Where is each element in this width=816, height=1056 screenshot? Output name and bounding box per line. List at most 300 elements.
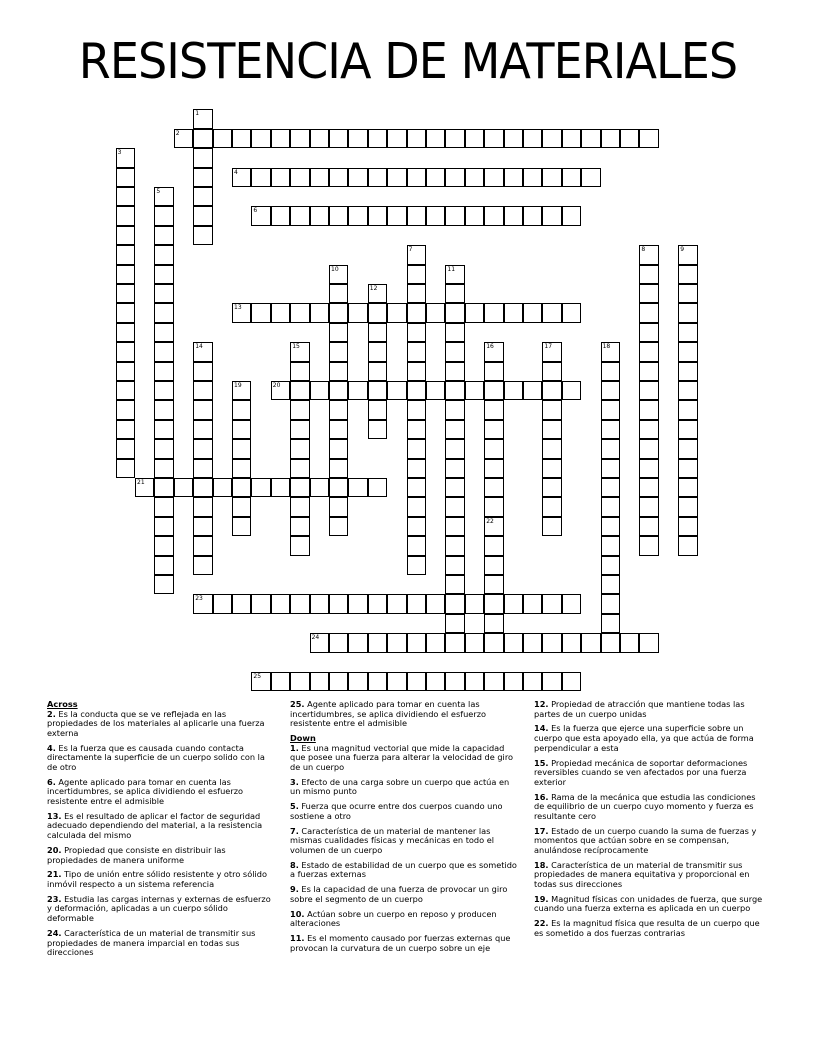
grid-cell[interactable] (542, 206, 561, 225)
grid-cell[interactable] (639, 478, 658, 497)
grid-cell[interactable] (232, 168, 251, 187)
grid-cell[interactable] (329, 265, 348, 284)
grid-cell[interactable] (116, 284, 135, 303)
grid-cell[interactable] (310, 478, 329, 497)
grid-cell[interactable] (601, 362, 620, 381)
grid-cell[interactable] (368, 206, 387, 225)
grid-cell[interactable] (542, 672, 561, 691)
grid-cell[interactable] (232, 129, 251, 148)
grid-cell[interactable] (290, 129, 309, 148)
grid-cell[interactable] (426, 303, 445, 322)
grid-cell[interactable] (368, 129, 387, 148)
grid-cell[interactable] (678, 381, 697, 400)
grid-cell[interactable] (348, 478, 367, 497)
grid-cell[interactable] (639, 459, 658, 478)
grid-cell[interactable] (407, 245, 426, 264)
grid-cell[interactable] (620, 633, 639, 652)
grid-cell[interactable] (504, 206, 523, 225)
grid-cell[interactable] (154, 497, 173, 516)
grid-cell[interactable] (329, 517, 348, 536)
grid-cell[interactable] (484, 517, 503, 536)
grid-cell[interactable] (542, 129, 561, 148)
grid-cell[interactable] (271, 478, 290, 497)
grid-cell[interactable] (426, 672, 445, 691)
grid-cell[interactable] (407, 342, 426, 361)
grid-cell[interactable] (329, 129, 348, 148)
grid-cell[interactable] (368, 400, 387, 419)
grid-cell[interactable] (193, 168, 212, 187)
grid-cell[interactable] (290, 439, 309, 458)
grid-cell[interactable] (116, 439, 135, 458)
grid-cell[interactable] (601, 420, 620, 439)
grid-cell[interactable] (542, 478, 561, 497)
grid-cell[interactable] (484, 633, 503, 652)
grid-cell[interactable] (154, 187, 173, 206)
grid-cell[interactable] (348, 672, 367, 691)
grid-cell[interactable] (542, 381, 561, 400)
grid-cell[interactable] (639, 284, 658, 303)
grid-cell[interactable] (329, 381, 348, 400)
grid-cell[interactable] (678, 284, 697, 303)
grid-cell[interactable] (193, 362, 212, 381)
grid-cell[interactable] (232, 517, 251, 536)
grid-cell[interactable] (639, 129, 658, 148)
grid-cell[interactable] (601, 575, 620, 594)
grid-cell[interactable] (348, 129, 367, 148)
grid-cell[interactable] (329, 633, 348, 652)
grid-cell[interactable] (639, 536, 658, 555)
grid-cell[interactable] (193, 381, 212, 400)
grid-cell[interactable] (445, 517, 464, 536)
grid-cell[interactable] (407, 556, 426, 575)
grid-cell[interactable] (542, 420, 561, 439)
grid-cell[interactable] (542, 168, 561, 187)
grid-cell[interactable] (523, 594, 542, 613)
grid-cell[interactable] (465, 594, 484, 613)
grid-cell[interactable] (562, 381, 581, 400)
grid-cell[interactable] (639, 439, 658, 458)
grid-cell[interactable] (251, 129, 270, 148)
grid-cell[interactable] (329, 168, 348, 187)
grid-cell[interactable] (445, 478, 464, 497)
grid-cell[interactable] (251, 206, 270, 225)
grid-cell[interactable] (678, 439, 697, 458)
grid-cell[interactable] (678, 342, 697, 361)
grid-cell[interactable] (407, 672, 426, 691)
grid-cell[interactable] (193, 226, 212, 245)
grid-cell[interactable] (445, 459, 464, 478)
grid-cell[interactable] (154, 575, 173, 594)
grid-cell[interactable] (601, 459, 620, 478)
grid-cell[interactable] (445, 556, 464, 575)
grid-cell[interactable] (116, 459, 135, 478)
grid-cell[interactable] (387, 381, 406, 400)
grid-cell[interactable] (601, 594, 620, 613)
grid-cell[interactable] (329, 284, 348, 303)
grid-cell[interactable] (523, 633, 542, 652)
grid-cell[interactable] (310, 594, 329, 613)
grid-cell[interactable] (407, 303, 426, 322)
grid-cell[interactable] (368, 342, 387, 361)
grid-cell[interactable] (407, 400, 426, 419)
grid-cell[interactable] (154, 323, 173, 342)
grid-cell[interactable] (368, 303, 387, 322)
grid-cell[interactable] (232, 439, 251, 458)
grid-cell[interactable] (348, 633, 367, 652)
grid-cell[interactable] (290, 206, 309, 225)
grid-cell[interactable] (368, 284, 387, 303)
grid-cell[interactable] (154, 439, 173, 458)
grid-cell[interactable] (193, 187, 212, 206)
grid-cell[interactable] (562, 168, 581, 187)
grid-cell[interactable] (329, 420, 348, 439)
grid-cell[interactable] (387, 206, 406, 225)
grid-cell[interactable] (290, 478, 309, 497)
grid-cell[interactable] (484, 420, 503, 439)
grid-cell[interactable] (232, 303, 251, 322)
grid-cell[interactable] (387, 168, 406, 187)
grid-cell[interactable] (445, 303, 464, 322)
grid-cell[interactable] (329, 400, 348, 419)
grid-cell[interactable] (484, 497, 503, 516)
grid-cell[interactable] (407, 536, 426, 555)
grid-cell[interactable] (154, 536, 173, 555)
grid-cell[interactable] (116, 245, 135, 264)
grid-cell[interactable] (523, 168, 542, 187)
grid-cell[interactable] (445, 400, 464, 419)
grid-cell[interactable] (232, 478, 251, 497)
grid-cell[interactable] (523, 672, 542, 691)
grid-cell[interactable] (154, 381, 173, 400)
grid-cell[interactable] (154, 478, 173, 497)
grid-cell[interactable] (542, 439, 561, 458)
grid-cell[interactable] (678, 459, 697, 478)
grid-cell[interactable] (484, 381, 503, 400)
grid-cell[interactable] (601, 497, 620, 516)
grid-cell[interactable] (484, 536, 503, 555)
grid-cell[interactable] (290, 303, 309, 322)
grid-cell[interactable] (562, 594, 581, 613)
grid-cell[interactable] (407, 168, 426, 187)
grid-cell[interactable] (426, 129, 445, 148)
grid-cell[interactable] (407, 265, 426, 284)
grid-cell[interactable] (639, 323, 658, 342)
grid-cell[interactable] (193, 459, 212, 478)
grid-cell[interactable] (639, 420, 658, 439)
grid-cell[interactable] (116, 148, 135, 167)
grid-cell[interactable] (445, 420, 464, 439)
grid-cell[interactable] (329, 362, 348, 381)
grid-cell[interactable] (407, 497, 426, 516)
grid-cell[interactable] (387, 633, 406, 652)
grid-cell[interactable] (193, 342, 212, 361)
grid-cell[interactable] (116, 323, 135, 342)
grid-cell[interactable] (154, 206, 173, 225)
grid-cell[interactable] (542, 459, 561, 478)
grid-cell[interactable] (581, 129, 600, 148)
grid-cell[interactable] (193, 517, 212, 536)
grid-cell[interactable] (426, 168, 445, 187)
grid-cell[interactable] (329, 439, 348, 458)
grid-cell[interactable] (523, 303, 542, 322)
grid-cell[interactable] (504, 672, 523, 691)
grid-cell[interactable] (484, 400, 503, 419)
grid-cell[interactable] (678, 245, 697, 264)
grid-cell[interactable] (465, 168, 484, 187)
grid-cell[interactable] (484, 342, 503, 361)
grid-cell[interactable] (154, 245, 173, 264)
grid-cell[interactable] (484, 129, 503, 148)
grid-cell[interactable] (678, 420, 697, 439)
grid-cell[interactable] (678, 265, 697, 284)
grid-cell[interactable] (601, 536, 620, 555)
grid-cell[interactable] (562, 206, 581, 225)
grid-cell[interactable] (407, 284, 426, 303)
grid-cell[interactable] (639, 400, 658, 419)
grid-cell[interactable] (310, 381, 329, 400)
grid-cell[interactable] (445, 342, 464, 361)
grid-cell[interactable] (523, 129, 542, 148)
grid-cell[interactable] (329, 478, 348, 497)
grid-cell[interactable] (271, 303, 290, 322)
grid-cell[interactable] (445, 381, 464, 400)
grid-cell[interactable] (445, 594, 464, 613)
grid-cell[interactable] (426, 381, 445, 400)
grid-cell[interactable] (445, 168, 464, 187)
grid-cell[interactable] (484, 303, 503, 322)
grid-cell[interactable] (232, 400, 251, 419)
grid-cell[interactable] (678, 478, 697, 497)
grid-cell[interactable] (484, 594, 503, 613)
grid-cell[interactable] (465, 129, 484, 148)
grid-cell[interactable] (154, 400, 173, 419)
grid-cell[interactable] (232, 497, 251, 516)
grid-cell[interactable] (407, 362, 426, 381)
grid-cell[interactable] (678, 517, 697, 536)
grid-cell[interactable] (290, 362, 309, 381)
grid-cell[interactable] (484, 362, 503, 381)
grid-cell[interactable] (484, 459, 503, 478)
grid-cell[interactable] (465, 206, 484, 225)
grid-cell[interactable] (310, 168, 329, 187)
grid-cell[interactable] (154, 556, 173, 575)
grid-cell[interactable] (542, 594, 561, 613)
grid-cell[interactable] (387, 129, 406, 148)
grid-cell[interactable] (407, 381, 426, 400)
grid-cell[interactable] (329, 206, 348, 225)
grid-cell[interactable] (290, 342, 309, 361)
grid-cell[interactable] (271, 129, 290, 148)
grid-cell[interactable] (523, 206, 542, 225)
grid-cell[interactable] (562, 672, 581, 691)
grid-cell[interactable] (368, 381, 387, 400)
grid-cell[interactable] (639, 381, 658, 400)
grid-cell[interactable] (116, 362, 135, 381)
grid-cell[interactable] (484, 168, 503, 187)
grid-cell[interactable] (135, 478, 154, 497)
grid-cell[interactable] (290, 459, 309, 478)
grid-cell[interactable] (465, 303, 484, 322)
grid-cell[interactable] (310, 303, 329, 322)
grid-cell[interactable] (154, 517, 173, 536)
grid-cell[interactable] (504, 129, 523, 148)
grid-cell[interactable] (116, 226, 135, 245)
grid-cell[interactable] (290, 497, 309, 516)
grid-cell[interactable] (368, 362, 387, 381)
grid-cell[interactable] (368, 478, 387, 497)
grid-cell[interactable] (368, 420, 387, 439)
grid-cell[interactable] (445, 323, 464, 342)
grid-cell[interactable] (407, 459, 426, 478)
grid-cell[interactable] (251, 594, 270, 613)
grid-cell[interactable] (193, 439, 212, 458)
grid-cell[interactable] (348, 381, 367, 400)
grid-cell[interactable] (251, 303, 270, 322)
grid-cell[interactable] (542, 362, 561, 381)
grid-cell[interactable] (639, 362, 658, 381)
grid-cell[interactable] (251, 672, 270, 691)
grid-cell[interactable] (154, 284, 173, 303)
grid-cell[interactable] (193, 109, 212, 128)
grid-cell[interactable] (271, 381, 290, 400)
grid-cell[interactable] (116, 206, 135, 225)
grid-cell[interactable] (310, 206, 329, 225)
grid-cell[interactable] (445, 265, 464, 284)
grid-cell[interactable] (290, 400, 309, 419)
grid-cell[interactable] (542, 497, 561, 516)
grid-cell[interactable] (407, 478, 426, 497)
grid-cell[interactable] (271, 168, 290, 187)
grid-cell[interactable] (329, 323, 348, 342)
grid-cell[interactable] (601, 342, 620, 361)
grid-cell[interactable] (601, 614, 620, 633)
grid-cell[interactable] (445, 439, 464, 458)
grid-cell[interactable] (445, 614, 464, 633)
grid-cell[interactable] (445, 672, 464, 691)
grid-cell[interactable] (484, 672, 503, 691)
grid-cell[interactable] (639, 497, 658, 516)
grid-cell[interactable] (639, 633, 658, 652)
grid-cell[interactable] (601, 400, 620, 419)
grid-cell[interactable] (504, 381, 523, 400)
grid-cell[interactable] (193, 206, 212, 225)
grid-cell[interactable] (601, 129, 620, 148)
grid-cell[interactable] (504, 633, 523, 652)
grid-cell[interactable] (232, 594, 251, 613)
grid-cell[interactable] (542, 517, 561, 536)
grid-cell[interactable] (348, 594, 367, 613)
grid-cell[interactable] (290, 168, 309, 187)
grid-cell[interactable] (154, 362, 173, 381)
grid-cell[interactable] (154, 303, 173, 322)
grid-cell[interactable] (426, 633, 445, 652)
grid-cell[interactable] (465, 381, 484, 400)
grid-cell[interactable] (542, 342, 561, 361)
grid-cell[interactable] (193, 420, 212, 439)
grid-cell[interactable] (426, 594, 445, 613)
grid-cell[interactable] (678, 536, 697, 555)
grid-cell[interactable] (445, 497, 464, 516)
grid-cell[interactable] (348, 303, 367, 322)
grid-cell[interactable] (639, 303, 658, 322)
grid-cell[interactable] (154, 459, 173, 478)
grid-cell[interactable] (407, 594, 426, 613)
grid-cell[interactable] (116, 400, 135, 419)
grid-cell[interactable] (445, 633, 464, 652)
grid-cell[interactable] (193, 594, 212, 613)
grid-cell[interactable] (601, 517, 620, 536)
grid-cell[interactable] (678, 323, 697, 342)
grid-cell[interactable] (116, 303, 135, 322)
grid-cell[interactable] (484, 206, 503, 225)
grid-cell[interactable] (193, 148, 212, 167)
grid-cell[interactable] (290, 420, 309, 439)
grid-cell[interactable] (310, 672, 329, 691)
grid-cell[interactable] (193, 497, 212, 516)
grid-cell[interactable] (290, 517, 309, 536)
grid-cell[interactable] (620, 129, 639, 148)
grid-cell[interactable] (368, 323, 387, 342)
grid-cell[interactable] (368, 168, 387, 187)
grid-cell[interactable] (154, 342, 173, 361)
grid-cell[interactable] (213, 594, 232, 613)
grid-cell[interactable] (426, 206, 445, 225)
grid-cell[interactable] (329, 594, 348, 613)
grid-cell[interactable] (407, 129, 426, 148)
grid-cell[interactable] (542, 633, 561, 652)
grid-cell[interactable] (407, 420, 426, 439)
grid-cell[interactable] (368, 633, 387, 652)
grid-cell[interactable] (290, 672, 309, 691)
grid-cell[interactable] (310, 129, 329, 148)
grid-cell[interactable] (116, 265, 135, 284)
grid-cell[interactable] (290, 381, 309, 400)
grid-cell[interactable] (193, 400, 212, 419)
grid-cell[interactable] (154, 226, 173, 245)
grid-cell[interactable] (504, 303, 523, 322)
grid-cell[interactable] (368, 672, 387, 691)
grid-cell[interactable] (445, 536, 464, 555)
grid-cell[interactable] (465, 633, 484, 652)
grid-cell[interactable] (484, 556, 503, 575)
grid-cell[interactable] (271, 594, 290, 613)
grid-cell[interactable] (542, 400, 561, 419)
grid-cell[interactable] (116, 381, 135, 400)
grid-cell[interactable] (601, 478, 620, 497)
grid-cell[interactable] (174, 478, 193, 497)
grid-cell[interactable] (329, 672, 348, 691)
grid-cell[interactable] (232, 420, 251, 439)
grid-cell[interactable] (601, 381, 620, 400)
grid-cell[interactable] (329, 459, 348, 478)
grid-cell[interactable] (407, 323, 426, 342)
grid-cell[interactable] (678, 303, 697, 322)
grid-cell[interactable] (193, 536, 212, 555)
grid-cell[interactable] (271, 206, 290, 225)
grid-cell[interactable] (290, 594, 309, 613)
grid-cell[interactable] (213, 129, 232, 148)
grid-cell[interactable] (445, 284, 464, 303)
grid-cell[interactable] (251, 168, 270, 187)
grid-cell[interactable] (368, 594, 387, 613)
grid-cell[interactable] (601, 556, 620, 575)
grid-cell[interactable] (387, 594, 406, 613)
grid-cell[interactable] (504, 168, 523, 187)
grid-cell[interactable] (116, 168, 135, 187)
grid-cell[interactable] (639, 245, 658, 264)
grid-cell[interactable] (116, 420, 135, 439)
grid-cell[interactable] (174, 129, 193, 148)
